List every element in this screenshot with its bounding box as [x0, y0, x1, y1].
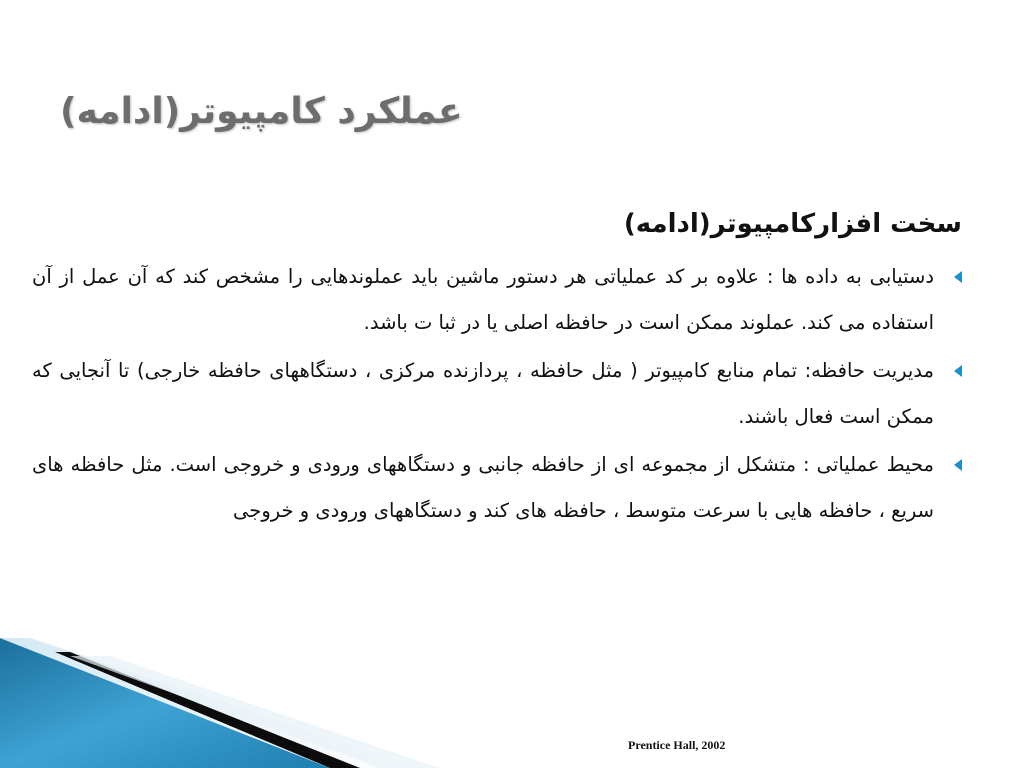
bullet-item [32, 254, 962, 346]
bullet-item [32, 348, 962, 440]
bullet-item [32, 442, 962, 534]
bullet-text: مدیریت حافظه: تمام منابع کامپیوتر ( مثل حافظه ، پردازنده مرکزی ، دستگاههای حافظه خارجی) تا آنجایی که ممکن است فعال باشند. [32, 359, 934, 428]
bullet-text: دستیابی به داده ها : علاوه بر کد عملیاتی هر دستور ماشین باید عملوندهایی را مشخص کند که آن عمل از آن استفاده می کند. عملوند ممکن است در حافظه اصلی یا در ثبا ت باشد. [32, 265, 934, 334]
slide-title: عملکرد کامپیوتر(ادامه) [60, 91, 463, 132]
bullet-list [32, 254, 962, 534]
footer-credit: Prentice Hall, 2002 [628, 738, 726, 752]
bullet-text: محیط عملیاتی : متشکل از مجموعه ای از حافظه جانبی و دستگاههای ورودی و خروجی است. مثل حافظه های سریع ، حافظه هایی با سرعت متوسط ، حافظه های کند و دستگاههای ورودی و خروجی [32, 453, 934, 522]
subheading: سخت افزارکامپیوتر(ادامه) [623, 209, 962, 239]
triangle-bullet-icon [954, 459, 962, 471]
slide-content [32, 205, 962, 536]
decorative-corner-graphic [0, 638, 1024, 768]
triangle-bullet-icon [954, 365, 962, 377]
triangle-bullet-icon [954, 271, 962, 283]
